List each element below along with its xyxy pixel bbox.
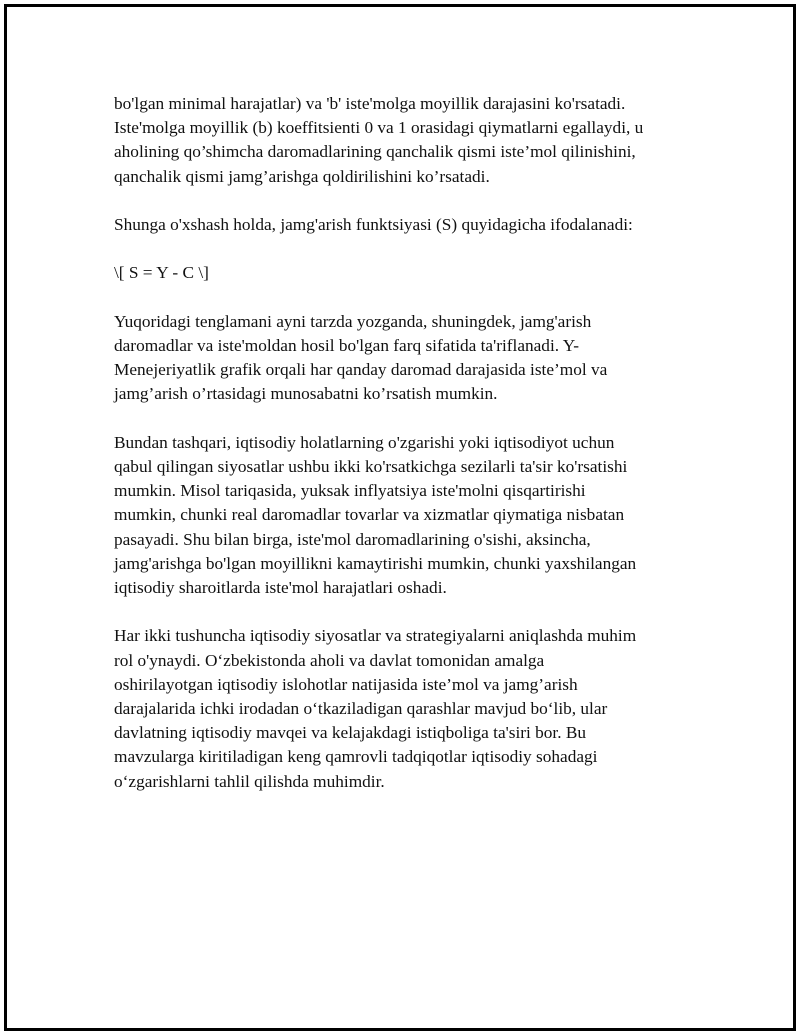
text-line: Har ikki tushuncha iqtisodiy siyosatlar va strategiyalarni aniqlashda muhim	[114, 626, 637, 646]
text-line: qanchalik qismi jamg’arishga qoldirilishini ko’rsatadi.	[114, 166, 490, 186]
text-line: jamg’arish o’rtasidagi munosabatni ko’rsatish mumkin.	[114, 384, 498, 404]
text-line: o‘zgarishlarni tahlil qilishda muhimdir.	[114, 771, 385, 791]
paragraph	[114, 261, 694, 285]
text-line: \[ S = Y - C \]	[114, 263, 209, 283]
paragraph	[114, 431, 694, 600]
text-line: oshirilayotgan iqtisodiy islohotlar natijasida iste’mol va jamg’arish	[114, 674, 578, 694]
text-line: aholining qo’shimcha daromadlarining qanchalik qismi iste’mol qilinishini,	[114, 142, 636, 162]
text-line: Iste'molga moyillik (b) koeffitsienti 0 va 1 orasidagi qiymatlarni egallaydi, u	[114, 118, 644, 138]
text-line: daromadlar va iste'moldan hosil bo'lgan farq sifatida ta'riflanadi. Y-	[114, 335, 580, 355]
text-line: Shunga o'xshash holda, jamg'arish funktsiyasi (S) quyidagicha ifodalanadi:	[114, 215, 633, 234]
text-line: Yuqoridagi tenglamani ayni tarzda yozganda, shuningdek, jamg'arish	[114, 311, 592, 331]
text-line: rol o'ynaydi. O‘zbekistonda aholi va davlat tomonidan amalga	[114, 650, 545, 670]
text-line: iqtisodiy sharoitlarda iste'mol harajatlari oshadi.	[114, 578, 447, 597]
paragraph	[114, 92, 694, 189]
text-line: Menejeriyatlik grafik orqali har qanday daromad darajasida iste’mol va	[114, 360, 608, 380]
text-line: bo'lgan minimal harajatlar) va 'b' iste'molga moyillik darajasini ko'rsatadi.	[114, 94, 626, 113]
text-line: darajalarida ichki irodadan o‘tkaziladigan qarashlar mavjud bo‘lib, ular	[114, 699, 608, 718]
page-body	[114, 92, 694, 818]
paragraph	[114, 310, 694, 407]
text-line: mumkin, chunki real daromadlar tovarlar va xizmatlar qiymatiga nisbatan	[114, 505, 625, 525]
paragraph	[114, 213, 694, 237]
text-line: qabul qilingan siyosatlar ushbu ikki ko'rsatkichga sezilarli ta'sir ko'rsatishi	[114, 456, 628, 476]
paragraph	[114, 624, 694, 793]
text-line: Bundan tashqari, iqtisodiy holatlarning o'zgarishi yoki iqtisodiyot uchun	[114, 432, 615, 452]
text-line: davlatning iqtisodiy mavqei va kelajakdagi istiqboliga ta'siri bor. Bu	[114, 723, 587, 743]
text-line: mavzularga kiritiladigan keng qamrovli tadqiqotlar iqtisodiy sohadagi	[114, 747, 598, 767]
text-line: mumkin. Misol tariqasida, yuksak inflyatsiya iste'molni qisqartirishi	[114, 481, 586, 501]
text-line: jamg'arishga bo'lgan moyillikni kamaytirishi mumkin, chunki yaxshilangan	[114, 553, 637, 573]
text-line: pasayadi. Shu bilan birga, iste'mol daromadlarining o'sishi, aksincha,	[114, 529, 591, 549]
